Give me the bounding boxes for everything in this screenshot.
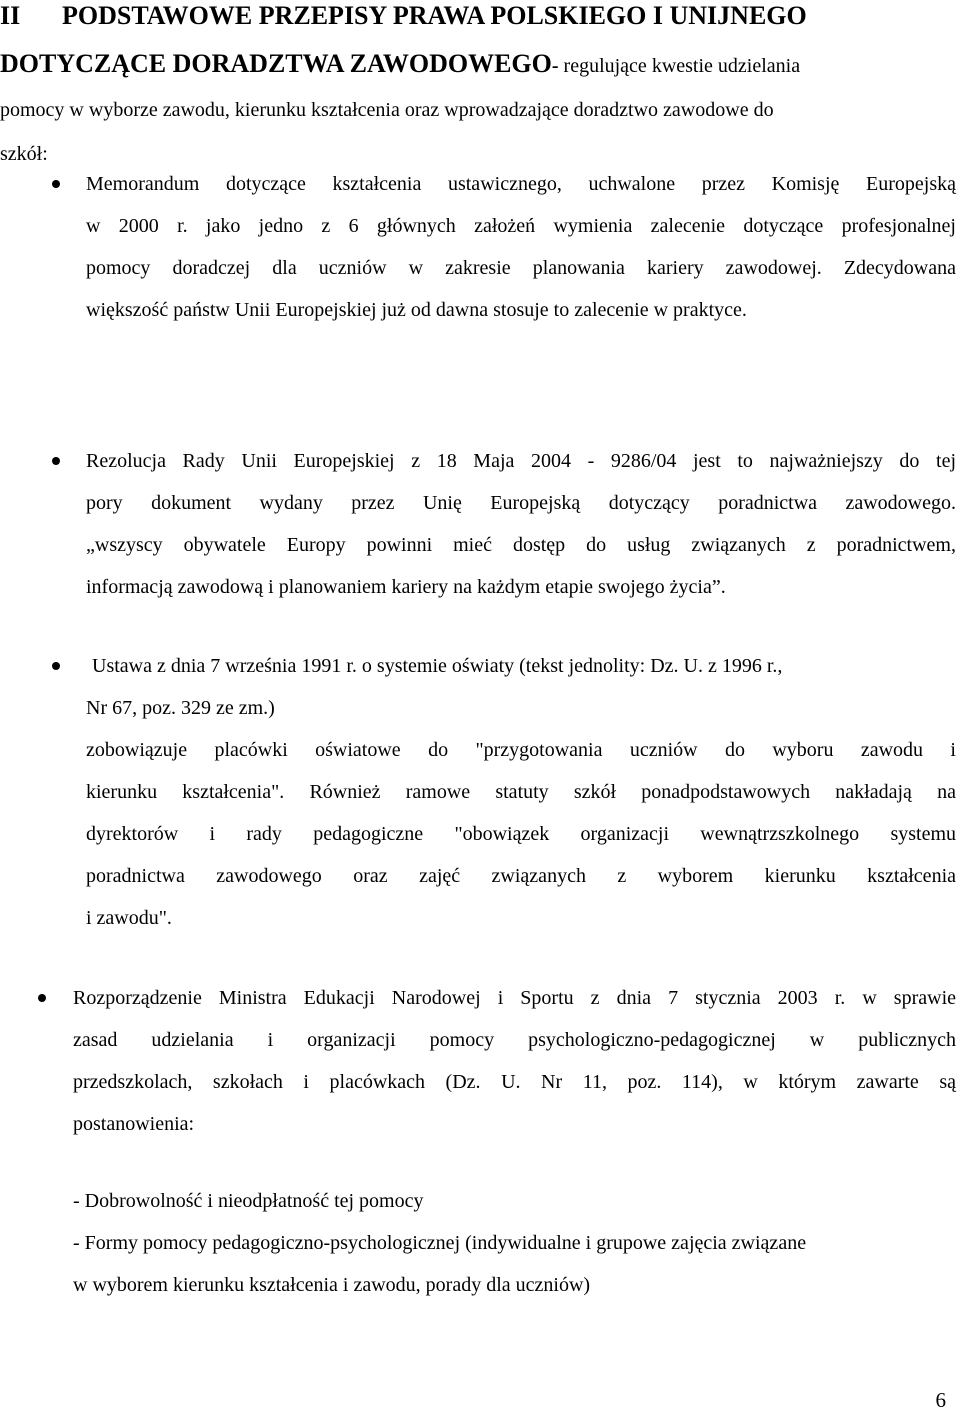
item-line: informacją zawodową i planowaniem kariery na każdym etapie swojego życia”. xyxy=(86,576,726,598)
bullet-icon xyxy=(50,178,62,190)
item-line: Rozporządzenie Ministra Edukacji Narodowej i Sportu z dnia 7 stycznia 2003 r. w sprawie xyxy=(73,987,956,1009)
list-item-rozporzadzenie xyxy=(73,977,956,1145)
intro-text-line3: szkół: xyxy=(0,143,48,165)
item-line: w 2000 r. jako jedno z 6 głównych założeń wymienia zalecenie dotyczące profesjonalnej xyxy=(86,215,956,237)
item-line: zasad udzielania i organizacji pomocy psychologiczno-pedagogicznej w publicznych xyxy=(73,1029,956,1051)
list-item-memorandum xyxy=(86,163,956,331)
item-line: kierunku kształcenia". Również ramowe statuty szkół ponadpodstawowych nakładają na xyxy=(86,781,956,803)
bullet-icon xyxy=(50,455,62,467)
provision-line: - Dobrowolność i nieodpłatność tej pomocy xyxy=(73,1190,424,1212)
provisions-list xyxy=(73,1180,956,1306)
item-line: poradnictwa zawodowego oraz zajęć związanych z wyborem kierunku kształcenia xyxy=(86,865,956,887)
item-line: Memorandum dotyczące kształcenia ustawicznego, uchwalone przez Komisję Europejską xyxy=(86,173,956,195)
item-line: pory dokument wydany przez Unię Europejską dotyczący poradnictwa zawodowego. xyxy=(86,492,956,514)
page-number: 6 xyxy=(935,1388,946,1412)
bullet-icon xyxy=(36,992,48,1004)
title-dash: - xyxy=(551,55,559,77)
item-line: Ustawa z dnia 7 września 1991 r. o systemie oświaty (tekst jednolity: Dz. U. z 1996 r., xyxy=(92,655,783,677)
section-intro xyxy=(0,42,952,176)
item-line: i zawodu". xyxy=(86,907,172,929)
list-item-ustawa xyxy=(86,645,956,939)
item-line: przedszkolach, szkołach i placówkach (Dz. U. Nr 11, poz. 114), w którym zawarte są xyxy=(73,1071,956,1093)
item-line: większość państw Unii Europejskiej już od dawna stosuje to zalecenie w praktyce. xyxy=(86,299,747,321)
item-line: dyrektorów i rady pedagogiczne "obowiązek organizacji wewnątrzszkolnego systemu xyxy=(86,823,956,845)
section-heading xyxy=(0,0,952,38)
provision-line: - Formy pomocy pedagogiczno-psychologicznej (indywidualne i grupowe zajęcia związane xyxy=(73,1232,807,1254)
intro-text-line2: pomocy w wyborze zawodu, kierunku kształcenia oraz wprowadzające doradztwo zawodowe do xyxy=(0,99,774,121)
item-line: Rezolucja Rady Unii Europejskiej z 18 Maja 2004 - 9286/04 jest to najważniejszy do tej xyxy=(86,450,956,472)
list-item-rezolucja xyxy=(86,440,956,608)
section-number: II xyxy=(0,1,21,30)
section-title-line2: DOTYCZĄCE DORADZTWA ZAWODOWEGO xyxy=(0,49,552,78)
section-title-line1: PODSTAWOWE PRZEPISY PRAWA POLSKIEGO I UNIJNEGO xyxy=(62,1,807,30)
intro-text-line1: regulujące kwestie udzielania xyxy=(558,55,801,77)
item-line: Nr 67, poz. 329 ze zm.) xyxy=(86,697,275,719)
item-line: postanowienia: xyxy=(73,1113,195,1135)
bullet-icon xyxy=(50,660,62,672)
provision-line: w wyborem kierunku kształcenia i zawodu, porady dla uczniów) xyxy=(73,1274,591,1296)
item-line: zobowiązuje placówki oświatowe do "przygotowania uczniów do wyboru zawodu i xyxy=(86,739,956,761)
item-line: „wszyscy obywatele Europy powinni mieć dostęp do usług związanych z poradnictwem, xyxy=(86,534,956,556)
item-line: pomocy doradczej dla uczniów w zakresie planowania kariery zawodowej. Zdecydowana xyxy=(86,257,956,279)
